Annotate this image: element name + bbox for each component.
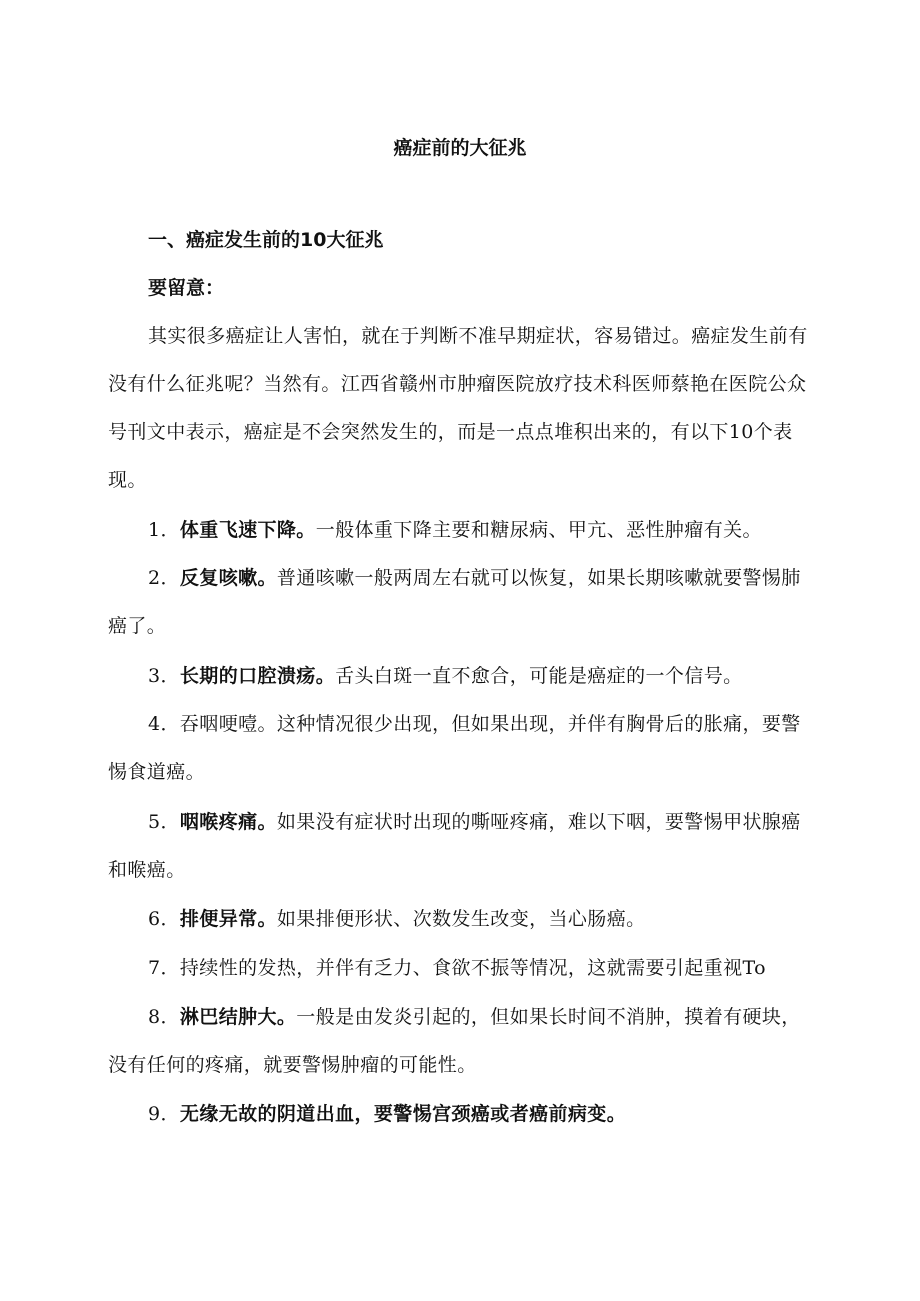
- item-number: 3．: [148, 665, 180, 687]
- list-item: [108, 652, 820, 700]
- list-item: [108, 700, 820, 796]
- section-heading: 一、癌症发生前的10大征兆: [148, 229, 384, 251]
- intro-paragraph: 其实很多癌症让人害怕，就在于判断不准早期症状，容易错过。癌症发生前有没有什么征兆呢？当然有。江西省赣州市肿瘤医院放疗技术科医师蔡艳在医院公众号刊文中表示，癌症是不会突然发生的，而是一点点堆积出来的，有以下10个表现。: [108, 325, 808, 491]
- item-bold-text: 咽喉疼痛。: [179, 811, 277, 833]
- item-text: 普通咳嗽一般两周左右就可以恢复，如果长期咳嗽就要警惕肺癌了。: [108, 567, 801, 637]
- list-item: [108, 944, 820, 992]
- item-bold-text: 排便异常。: [179, 908, 277, 930]
- item-text: 一般体重下降主要和糖尿病、甲亢、恶性肿瘤有关。: [315, 519, 762, 541]
- item-number: 8．: [148, 1006, 180, 1028]
- item-text: 吞咽哽噎。这种情况很少出现，但如果出现，并伴有胸骨后的胀痛，要警惕食道癌。: [108, 713, 801, 783]
- list-item: [108, 798, 820, 894]
- item-bold-text: 反复咳嗽。: [179, 567, 277, 589]
- item-text: 一般是由发炎引起的，但如果长时间不消肿，摸着有硬块，没有任何的疼痛，就要警惕肿瘤的可能性。: [108, 1006, 801, 1076]
- item-text: 舌头白斑一直不愈合，可能是癌症的一个信号。: [335, 665, 743, 687]
- list-item: [108, 895, 820, 943]
- item-text: 如果排便形状、次数发生改变，当心肠癌。: [276, 908, 646, 930]
- item-number: 4．: [148, 713, 180, 735]
- item-number: 2．: [148, 567, 180, 589]
- list-item: [108, 1090, 820, 1138]
- item-number: 1．: [148, 519, 180, 541]
- list-item: [108, 554, 820, 650]
- item-number: 6．: [148, 908, 180, 930]
- list-item: [108, 506, 820, 554]
- item-number: 7．: [148, 957, 180, 979]
- item-text: 持续性的发热，并伴有乏力、食欲不振等情况，这就需要引起重视To: [179, 957, 766, 979]
- page-title: 癌症前的大征兆: [393, 137, 527, 159]
- item-number: 5．: [148, 811, 180, 833]
- item-bold-text: 体重飞速下降。: [179, 519, 316, 541]
- item-bold-text: 无缘无故的阴道出血，要警惕宫颈癌或者癌前病变。: [179, 1103, 627, 1125]
- item-text: 如果没有症状时出现的嘶哑疼痛，难以下咽，要警惕甲状腺癌和喉癌。: [108, 811, 801, 881]
- notice-label: 要留意：: [148, 277, 225, 299]
- list-item: [108, 993, 820, 1089]
- item-bold-text: 淋巴结肿大。: [179, 1006, 297, 1028]
- item-number: 9．: [148, 1103, 180, 1125]
- item-bold-text: 长期的口腔溃疡。: [179, 665, 336, 687]
